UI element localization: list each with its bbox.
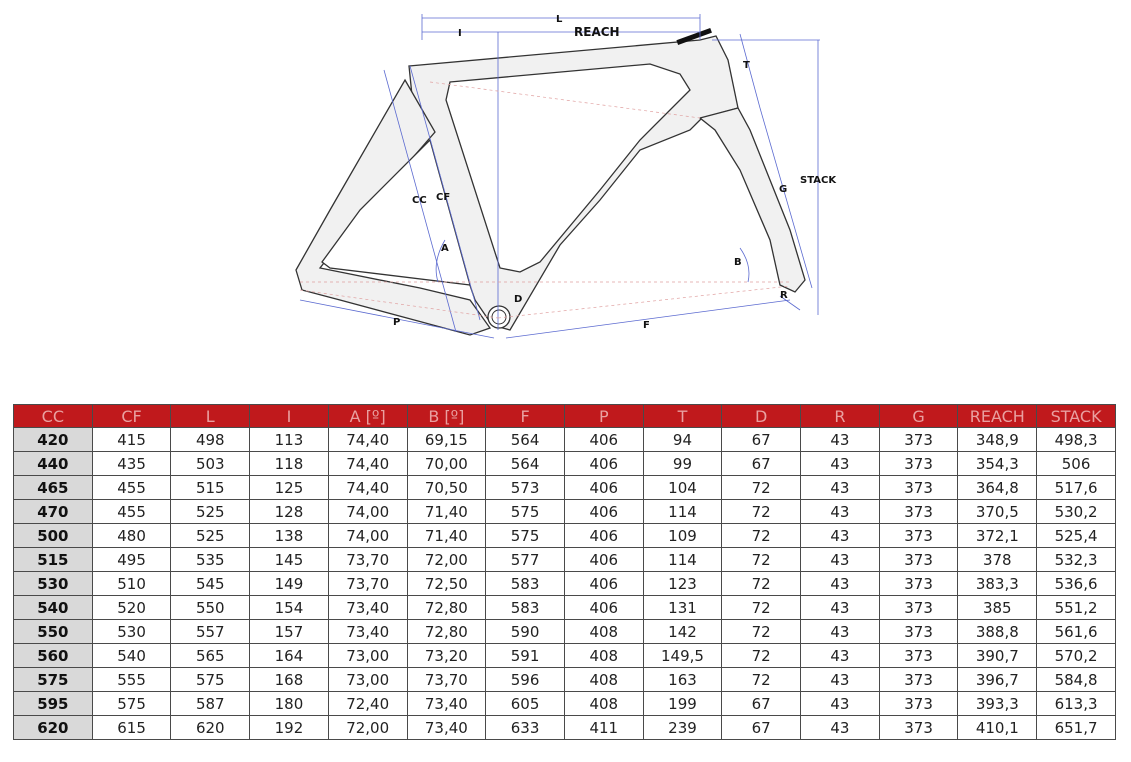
table-cell: 74,40	[328, 452, 407, 476]
label-B: B	[734, 257, 742, 268]
table-row	[14, 716, 1116, 740]
bike-frame	[296, 36, 805, 335]
table-cell: 72,00	[328, 716, 407, 740]
table-cell: 370,5	[958, 500, 1037, 524]
size-cell: 620	[14, 716, 93, 740]
table-cell: 498,3	[1037, 428, 1116, 452]
table-cell: 591	[486, 644, 565, 668]
table-cell: 525	[171, 500, 250, 524]
table-header	[14, 405, 1116, 428]
table-cell: 99	[643, 452, 722, 476]
table-cell: 517,6	[1037, 476, 1116, 500]
table-cell: 480	[92, 524, 171, 548]
table-cell: 373	[879, 572, 958, 596]
table-cell: 72	[722, 596, 801, 620]
table-cell: 406	[564, 476, 643, 500]
table-cell: 239	[643, 716, 722, 740]
table-cell: 73,70	[328, 572, 407, 596]
size-cell: 550	[14, 620, 93, 644]
size-cell: 465	[14, 476, 93, 500]
table-cell: 408	[564, 668, 643, 692]
table-cell: 385	[958, 596, 1037, 620]
table-cell: 72,80	[407, 620, 486, 644]
table-cell: 69,15	[407, 428, 486, 452]
table-cell: 73,70	[328, 548, 407, 572]
table-row	[14, 668, 1116, 692]
table-cell: 373	[879, 500, 958, 524]
table-cell: 620	[171, 716, 250, 740]
table-row	[14, 524, 1116, 548]
table-row	[14, 452, 1116, 476]
table-cell: 43	[801, 596, 880, 620]
size-cell: 440	[14, 452, 93, 476]
table-cell: 570,2	[1037, 644, 1116, 668]
table-cell: 564	[486, 452, 565, 476]
table-cell: 163	[643, 668, 722, 692]
table-cell: 455	[92, 476, 171, 500]
column-header: P	[564, 405, 643, 428]
table-cell: 72	[722, 644, 801, 668]
table-cell: 43	[801, 716, 880, 740]
size-cell: 540	[14, 596, 93, 620]
table-cell: 74,40	[328, 428, 407, 452]
table-cell: 633	[486, 716, 565, 740]
size-cell: 500	[14, 524, 93, 548]
table-cell: 43	[801, 452, 880, 476]
table-cell: 408	[564, 644, 643, 668]
label-I: I	[458, 28, 462, 39]
table-cell: 506	[1037, 452, 1116, 476]
size-cell: 470	[14, 500, 93, 524]
table-cell: 406	[564, 596, 643, 620]
table-cell: 43	[801, 500, 880, 524]
column-header: R	[801, 405, 880, 428]
column-header: D	[722, 405, 801, 428]
table-cell: 575	[171, 668, 250, 692]
table-cell: 383,3	[958, 572, 1037, 596]
size-cell: 575	[14, 668, 93, 692]
table-cell: 373	[879, 668, 958, 692]
table-cell: 73,40	[328, 620, 407, 644]
table-cell: 74,40	[328, 476, 407, 500]
table-cell: 72,00	[407, 548, 486, 572]
table-cell: 114	[643, 500, 722, 524]
column-header: L	[171, 405, 250, 428]
table-cell: 584,8	[1037, 668, 1116, 692]
table-cell: 373	[879, 428, 958, 452]
table-cell: 199	[643, 692, 722, 716]
table-cell: 408	[564, 692, 643, 716]
size-cell: 420	[14, 428, 93, 452]
table-cell: 550	[171, 596, 250, 620]
table-row	[14, 572, 1116, 596]
label-REACH: REACH	[574, 25, 620, 39]
label-F: F	[643, 320, 650, 331]
table-cell: 575	[486, 500, 565, 524]
table-cell: 651,7	[1037, 716, 1116, 740]
table-cell: 388,8	[958, 620, 1037, 644]
table-cell: 596	[486, 668, 565, 692]
table-cell: 373	[879, 596, 958, 620]
label-CF: CF	[436, 192, 451, 203]
table-cell: 396,7	[958, 668, 1037, 692]
table-cell: 373	[879, 692, 958, 716]
column-header: CF	[92, 405, 171, 428]
label-CC: CC	[412, 195, 427, 206]
label-G: G	[779, 184, 788, 195]
table-cell: 415	[92, 428, 171, 452]
table-cell: 72,50	[407, 572, 486, 596]
table-cell: 71,40	[407, 500, 486, 524]
size-cell: 530	[14, 572, 93, 596]
column-header: G	[879, 405, 958, 428]
table-cell: 575	[92, 692, 171, 716]
table-cell: 535	[171, 548, 250, 572]
table-cell: 573	[486, 476, 565, 500]
label-L: L	[556, 14, 563, 25]
table-cell: 364,8	[958, 476, 1037, 500]
table-cell: 373	[879, 476, 958, 500]
table-row	[14, 644, 1116, 668]
size-cell: 560	[14, 644, 93, 668]
size-cell: 515	[14, 548, 93, 572]
frame-geometry-diagram	[0, 0, 1131, 360]
table-row	[14, 500, 1116, 524]
table-cell: 406	[564, 500, 643, 524]
table-cell: 43	[801, 548, 880, 572]
table-body	[14, 428, 1116, 740]
label-A: A	[441, 243, 449, 254]
table-row	[14, 620, 1116, 644]
table-cell: 373	[879, 548, 958, 572]
table-cell: 495	[92, 548, 171, 572]
table-cell: 557	[171, 620, 250, 644]
table-cell: 373	[879, 620, 958, 644]
table-cell: 540	[92, 644, 171, 668]
table-cell: 503	[171, 452, 250, 476]
table-cell: 43	[801, 620, 880, 644]
table-cell: 498	[171, 428, 250, 452]
table-cell: 73,40	[407, 692, 486, 716]
table-cell: 577	[486, 548, 565, 572]
table-cell: 72	[722, 524, 801, 548]
table-cell: 73,40	[328, 596, 407, 620]
label-P: P	[393, 317, 401, 328]
table-cell: 67	[722, 428, 801, 452]
table-cell: 530	[92, 620, 171, 644]
table-cell: 354,3	[958, 452, 1037, 476]
column-header: CC	[14, 405, 93, 428]
table-cell: 406	[564, 452, 643, 476]
table-cell: 43	[801, 476, 880, 500]
table-cell: 123	[643, 572, 722, 596]
table-cell: 125	[250, 476, 329, 500]
table-cell: 587	[171, 692, 250, 716]
table-cell: 373	[879, 452, 958, 476]
table-cell: 564	[486, 428, 565, 452]
table-cell: 545	[171, 572, 250, 596]
table-cell: 408	[564, 620, 643, 644]
table-cell: 149,5	[643, 644, 722, 668]
column-header: B [º]	[407, 405, 486, 428]
table-cell: 43	[801, 644, 880, 668]
table-cell: 118	[250, 452, 329, 476]
table-cell: 73,40	[407, 716, 486, 740]
table-cell: 154	[250, 596, 329, 620]
fork	[700, 108, 805, 292]
label-R: R	[780, 290, 788, 301]
table-cell: 43	[801, 692, 880, 716]
column-header: REACH	[958, 405, 1037, 428]
table-cell: 583	[486, 572, 565, 596]
table-cell: 373	[879, 524, 958, 548]
table-cell: 94	[643, 428, 722, 452]
table-cell: 372,1	[958, 524, 1037, 548]
table-cell: 74,00	[328, 500, 407, 524]
table-cell: 71,40	[407, 524, 486, 548]
table-cell: 411	[564, 716, 643, 740]
table-row	[14, 692, 1116, 716]
table-cell: 536,6	[1037, 572, 1116, 596]
table-cell: 43	[801, 428, 880, 452]
table-cell: 72	[722, 572, 801, 596]
table-cell: 72	[722, 668, 801, 692]
table-cell: 373	[879, 644, 958, 668]
table-cell: 70,00	[407, 452, 486, 476]
size-cell: 595	[14, 692, 93, 716]
table-cell: 114	[643, 548, 722, 572]
column-header: F	[486, 405, 565, 428]
table-cell: 410,1	[958, 716, 1037, 740]
table-cell: 70,50	[407, 476, 486, 500]
column-header: I	[250, 405, 329, 428]
table-cell: 590	[486, 620, 565, 644]
table-cell: 73,00	[328, 644, 407, 668]
table-cell: 113	[250, 428, 329, 452]
table-cell: 131	[643, 596, 722, 620]
table-cell: 605	[486, 692, 565, 716]
label-D: D	[514, 294, 523, 305]
table-cell: 406	[564, 524, 643, 548]
table-cell: 43	[801, 524, 880, 548]
table-cell: 72	[722, 476, 801, 500]
table-cell: 109	[643, 524, 722, 548]
table-cell: 157	[250, 620, 329, 644]
table-cell: 128	[250, 500, 329, 524]
table-cell: 575	[486, 524, 565, 548]
table-row	[14, 476, 1116, 500]
table-cell: 555	[92, 668, 171, 692]
table-cell: 72	[722, 548, 801, 572]
table-cell: 510	[92, 572, 171, 596]
table-cell: 43	[801, 572, 880, 596]
table-cell: 145	[250, 548, 329, 572]
table-row	[14, 548, 1116, 572]
table-row	[14, 428, 1116, 452]
table-cell: 192	[250, 716, 329, 740]
table-cell: 67	[722, 692, 801, 716]
column-header: T	[643, 405, 722, 428]
table-cell: 142	[643, 620, 722, 644]
table-cell: 515	[171, 476, 250, 500]
table-cell: 435	[92, 452, 171, 476]
table-cell: 373	[879, 716, 958, 740]
table-cell: 73,00	[328, 668, 407, 692]
table-cell: 615	[92, 716, 171, 740]
table-cell: 138	[250, 524, 329, 548]
table-cell: 74,00	[328, 524, 407, 548]
label-STACK: STACK	[800, 175, 837, 186]
header-row	[14, 405, 1116, 428]
table-cell: 565	[171, 644, 250, 668]
table-cell: 393,3	[958, 692, 1037, 716]
table-cell: 164	[250, 644, 329, 668]
table-cell: 104	[643, 476, 722, 500]
table-cell: 73,70	[407, 668, 486, 692]
column-header: A [º]	[328, 405, 407, 428]
table-cell: 525	[171, 524, 250, 548]
table-cell: 532,3	[1037, 548, 1116, 572]
table-cell: 67	[722, 716, 801, 740]
table-cell: 72,40	[328, 692, 407, 716]
geometry-table	[13, 404, 1116, 740]
table-cell: 406	[564, 548, 643, 572]
table-cell: 378	[958, 548, 1037, 572]
table-cell: 149	[250, 572, 329, 596]
table-cell: 520	[92, 596, 171, 620]
table-cell: 348,9	[958, 428, 1037, 452]
label-T: T	[743, 60, 750, 71]
table-cell: 390,7	[958, 644, 1037, 668]
table-cell: 43	[801, 668, 880, 692]
table-cell: 561,6	[1037, 620, 1116, 644]
table-cell: 180	[250, 692, 329, 716]
table-cell: 72	[722, 620, 801, 644]
table-cell: 406	[564, 572, 643, 596]
column-header: STACK	[1037, 405, 1116, 428]
table-cell: 72,80	[407, 596, 486, 620]
table-cell: 613,3	[1037, 692, 1116, 716]
table-cell: 455	[92, 500, 171, 524]
table-cell: 67	[722, 452, 801, 476]
table-cell: 72	[722, 500, 801, 524]
table-cell: 583	[486, 596, 565, 620]
table-cell: 73,20	[407, 644, 486, 668]
table-cell: 406	[564, 428, 643, 452]
table-cell: 551,2	[1037, 596, 1116, 620]
table-row	[14, 596, 1116, 620]
table-cell: 530,2	[1037, 500, 1116, 524]
table-cell: 525,4	[1037, 524, 1116, 548]
table-cell: 168	[250, 668, 329, 692]
